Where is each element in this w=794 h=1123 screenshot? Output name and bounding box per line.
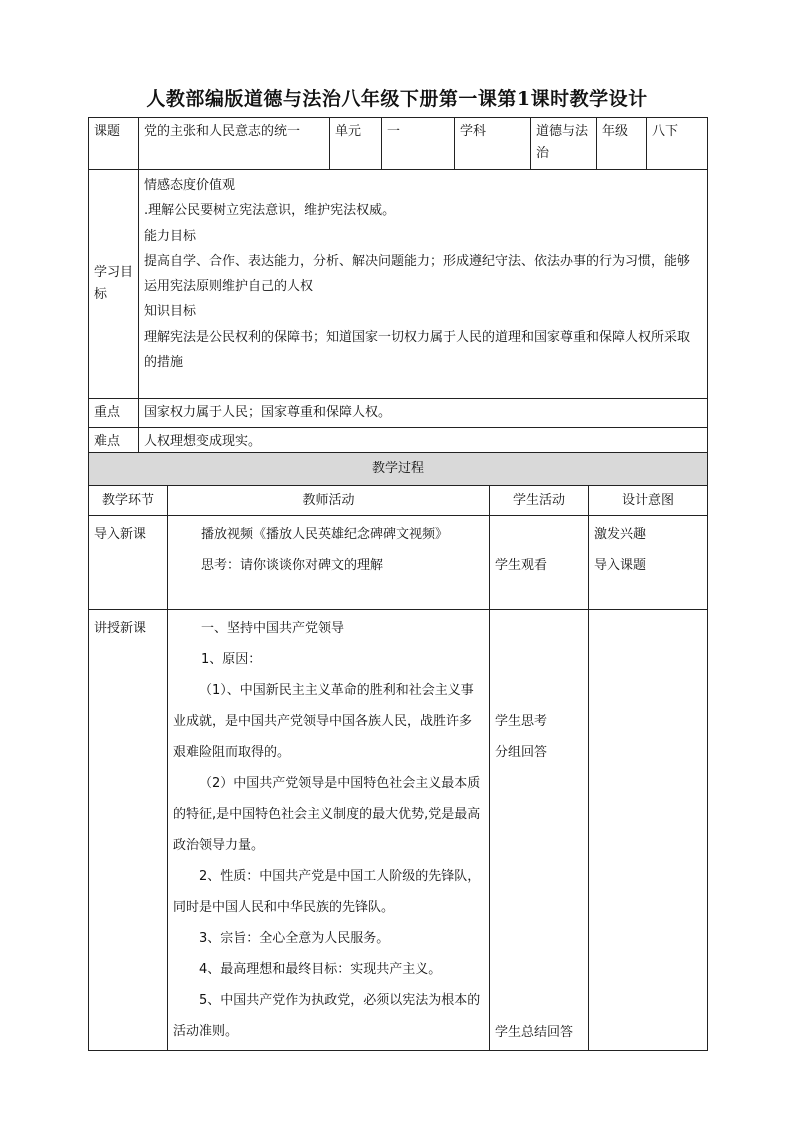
unit-label: 单元 [330, 118, 382, 170]
difficulty-label: 难点 [89, 428, 139, 457]
lesson-teacher-line: 一、坚持中国共产党领导 [201, 621, 345, 636]
teaching-process-table [88, 452, 708, 1051]
intro-intent-line: 激发兴趣 [594, 527, 647, 542]
goals-line: 理解宪法是公民权利的保障书；知道国家一切权力属于人民的道理和国家尊重和保障人权所采取的措施 [144, 329, 691, 371]
goals-line: 能力目标 [144, 228, 197, 244]
goals-content [139, 170, 708, 399]
goals-line: 知识目标 [144, 304, 197, 320]
intro-intent [589, 516, 708, 610]
lesson-intent [589, 610, 708, 1051]
intro-teacher [168, 516, 490, 610]
lesson-student-line: 分组回答 [495, 745, 548, 760]
subject-label: 学科 [455, 118, 531, 170]
lesson-teacher-line: （1）、中国新民主主义革命的胜利和社会主义事业成就，是中国共产党领导中国各族人民，战胜许多艰难险阻而取得的。 [173, 683, 474, 760]
intro-student: 学生观看 [490, 516, 589, 610]
key-point-label: 重点 [89, 399, 139, 428]
intro-stage: 导入新课 [89, 516, 168, 610]
lesson-student-line: 学生思考 [495, 714, 548, 729]
topic-value: 党的主张和人民意志的统一 [139, 118, 330, 170]
lesson-teacher-line: 4、最高理想和最终目标：实现共产主义。 [199, 962, 442, 977]
lesson-student [490, 610, 589, 1051]
lesson-teacher-line: 1、原因： [201, 652, 262, 667]
key-point-value: 国家权力属于人民；国家尊重和保障人权。 [139, 399, 708, 428]
goals-line: 情感态度价值观 [144, 178, 236, 193]
difficulty-value: 人权理想变成现实。 [139, 428, 708, 457]
lesson-teacher-line: 3、宗旨：全心全意为人民服务。 [199, 931, 390, 946]
lesson-teacher-line: 2、性质：中国共产党是中国工人阶级的先锋队，同时是中国人民和中华民族的先锋队。 [173, 869, 481, 915]
process-header: 教学过程 [89, 453, 708, 486]
intro-teacher-line: 播放视频《播放人民英雄纪念碑碑文视频》 [201, 527, 449, 542]
goals-line: 提高自学、合作、表达能力，分析、解决问题能力；形成遵纪守法、依法办事的行为习惯，能够运用宪法原则维护自己的人权 [144, 253, 691, 295]
document-title: 人教部编版道德与法治八年级下册第一课第1课时教学设计 [146, 88, 648, 110]
intro-teacher-line: 思考：请你谈谈你对碑文的理解 [201, 558, 384, 573]
column-header-intent: 设计意图 [589, 486, 708, 516]
goals-line: .理解公民要树立宪法意识，维护宪法权威。 [144, 203, 396, 219]
column-header-teacher: 教师活动 [168, 486, 490, 516]
unit-value: 一 [382, 118, 455, 170]
topic-label: 课题 [89, 118, 139, 170]
lesson-info-table [88, 117, 708, 457]
grade-value: 八下 [647, 118, 708, 170]
lesson-teacher-line: 5、中国共产党作为执政党，必须以宪法为根本的活动准则。 [173, 993, 481, 1039]
lesson-teacher-line: （2）中国共产党领导是中国特色社会主义最本质的特征,是中国特色社会主义制度的最大优势,党是最高政治领导力量。 [173, 776, 481, 853]
lesson-teacher [168, 610, 490, 1051]
subject-value: 道德与法治 [531, 118, 597, 170]
goals-label: 学习目标 [89, 170, 139, 399]
lesson-stage: 讲授新课 [89, 610, 168, 1051]
column-header-stage: 教学环节 [89, 486, 168, 516]
lesson-student-group [495, 706, 583, 768]
column-header-student: 学生活动 [490, 486, 589, 516]
grade-label: 年级 [597, 118, 647, 170]
lesson-student-summary: 学生总结回答 [495, 1025, 574, 1040]
intro-intent-line: 导入课题 [594, 558, 647, 573]
